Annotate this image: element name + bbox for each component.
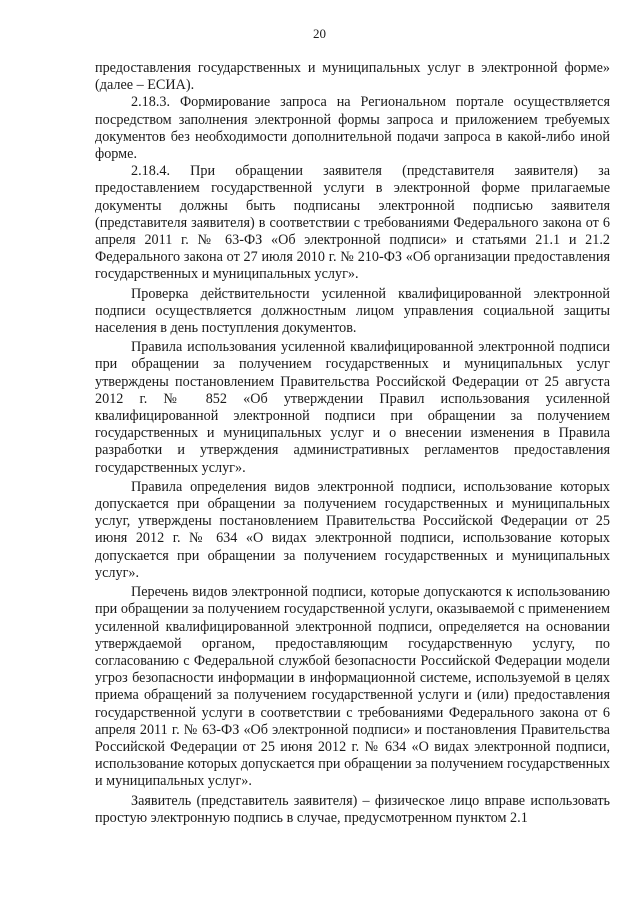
paragraph-esia-continuation: предоставления государственных и муниципальных услуг в электронной форме» (далее – ЕСИА). (95, 60, 610, 94)
paragraph-2-18-4: 2.18.4. При обращении заявителя (представителя заявителя) за предоставлением государственной услуги в электронной форме прилагаемые документы должны быть подписаны электронной подписью заявителя (представителя заявителя) в соответствии с требованиями Федерального закона от 6 апреля 2011 г. № 63-ФЗ «Об электронной подписи» и статьями 21.1 и 21.2 Федерального закона от 27 июля 2010 г. № 210-ФЗ «Об организации предоставления государственных и муниципальных услуг». (95, 163, 610, 283)
paragraph-signature-types-list: Перечень видов электронной подписи, которые допускаются к использованию при обращении за получением государственной услуги, оказываемой с применением усиленной квалифицированной электронной подписи, определяется на основании утверждаемой органом, предоставляющим государственную услугу, по согласованию с Федеральной службой безопасности Российской Федерации модели угроз безопасности информации в информационной системе, используемой в целях приема обращений за получением государственной услуги и (или) предоставления государственной услуги в соответствии с требованиями Федерального закона от 6 апреля 2011 г. № 63-ФЗ «Об электронной подписи» и постановления Правительства Российской Федерации от 25 июня 2012 г. № 634 «О видах электронной подписи, использование которых допускается при обращении за получением государственных и муниципальных услуг». (95, 584, 610, 790)
page-number: 20 (313, 26, 326, 41)
paragraph-simple-signature: Заявитель (представитель заявителя) – физическое лицо вправе использовать простую электронную подпись в случае, предусмотренном пунктом 2.1 (95, 792, 610, 826)
paragraph-2-18-3: 2.18.3. Формирование запроса на Региональном портале осуществляется посредством заполнения электронной формы запроса и приложением требуемых документов без необходимости дополнительной подачи запроса в какой-либо иной форме. (95, 94, 610, 163)
document-body (95, 60, 610, 827)
paragraph-signature-verification: Проверка действительности усиленной квалифицированной электронной подписи осуществляется должностным лицом управления социальной защиты населения в день поступления документов. (95, 285, 610, 337)
paragraph-signature-types-rules: Правила определения видов электронной подписи, использование которых допускается при обращении за получением государственных и муниципальных услуг, утверждены постановлением Правительства Российской Федерации от 25 июня 2012 г. № 634 «О видах электронной подписи, использование которых допускается при обращении за получением государственных и муниципальных услуг». (95, 478, 610, 581)
paragraph-signature-usage-rules: Правила использования усиленной квалифицированной электронной подписи при обращении за получением государственных и муниципальных услуг утверждены постановлением Правительства Российской Федерации от 25 августа 2012 г. № 852 «Об утверждении Правил использования усиленной квалифицированной электронной подписи при обращении за получением государственных и муниципальных услуг и о внесении изменения в Правила разработки и утверждения административных регламентов предоставления государственных услуг». (95, 339, 610, 476)
